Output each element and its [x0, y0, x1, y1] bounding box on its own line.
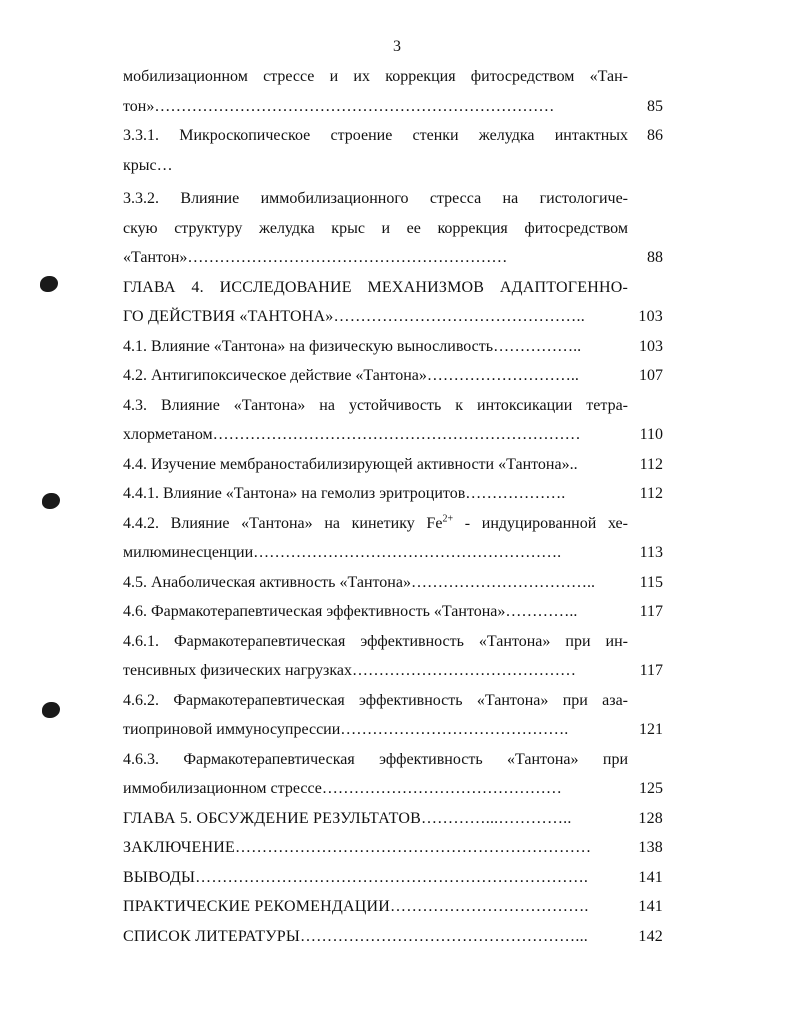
toc-entry-text: милюминесценции…………………………………………………. [123, 544, 562, 561]
toc-entry-text: 4.4.1. Влияние «Тантона» на гемолиз эритроцитов………………. [123, 485, 566, 502]
toc-entry-text: ГЛАВА 4. ИССЛЕДОВАНИЕ МЕХАНИЗМОВ АДАПТОГЕННО- [123, 278, 628, 296]
toc-entry-text: 3.3.2. Влияние иммобилизационного стресса на гистологиче- [123, 190, 628, 207]
toc-entry-text: 4.2. Антигипоксическое действие «Тантона»……………………….. [123, 367, 579, 384]
toc-line [123, 361, 663, 391]
toc-entry-text: 4.3. Влияние «Тантона» на устойчивость к интоксикации тетра- [123, 396, 628, 414]
toc-entry-text: ГО ДЕЙСТВИЯ «ТАНТОНА»……………………………………….. [123, 308, 585, 325]
toc-entry-page: 110 [639, 426, 663, 443]
toc-line [123, 62, 663, 92]
binding-hole-mark [42, 493, 60, 509]
toc-entry-text: ВЫВОДЫ………………………………………………………………. [123, 868, 589, 886]
toc-line [123, 804, 663, 834]
toc-line [123, 833, 663, 863]
toc-entry-page: 128 [638, 809, 663, 827]
toc-entry-page: 103 [639, 337, 663, 355]
toc-entry-text: мобилизационном стрессе и их коррекция фитосредством «Тан- [123, 68, 628, 85]
toc-line [123, 597, 663, 627]
toc-entry-text: 4.6.1. Фармакотерапевтическая эффективность «Тантона» при ин- [123, 632, 628, 650]
toc-line [123, 627, 663, 657]
toc-entry-text: иммобилизационном стрессе……………………………………… [123, 780, 562, 797]
toc-entry-page: 112 [639, 455, 663, 473]
toc-entry-text-end: - индуцированной хе- [453, 514, 628, 532]
toc-line [123, 450, 663, 480]
toc-line [123, 420, 663, 450]
toc-entry-text-start: 4.4.2. Влияние «Тантона» на кинетику Fe [123, 514, 443, 532]
toc-line [123, 922, 663, 952]
toc-entry-text: 4.6.3. Фармакотерапевтическая эффективность «Тантона» при [123, 750, 628, 768]
toc-line [123, 745, 663, 775]
toc-entry-page: 141 [638, 898, 663, 915]
toc-entry-text: хлорметаном…………………………………………………………… [123, 426, 581, 443]
page-number: 3 [393, 38, 401, 55]
toc-line [123, 892, 663, 922]
toc-line [123, 715, 663, 745]
toc-entry-text: 4.4. Изучение мембраностабилизирующей активности «Тантона».. [123, 455, 578, 473]
toc-entry-text: 4.1. Влияние «Тантона» на физическую выносливость…………….. [123, 337, 582, 355]
toc-line [123, 92, 663, 122]
toc-line [123, 214, 663, 244]
toc-line [123, 656, 663, 686]
toc-entry-text: ГЛАВА 5. ОБСУЖДЕНИЕ РЕЗУЛЬТАТОВ…………...………….. [123, 809, 572, 827]
toc-line [123, 302, 663, 332]
toc-entry-text: СПИСОК ЛИТЕРАТУРЫ……………………………………………... [123, 927, 588, 945]
table-of-contents [123, 62, 663, 951]
toc-entry-page: 121 [639, 721, 663, 738]
toc-entry-text: ЗАКЛЮЧЕНИЕ………………………………………………………… [123, 839, 592, 856]
toc-entry-text: ПРАКТИЧЕСКИЕ РЕКОМЕНДАЦИИ………………………………. [123, 898, 589, 915]
toc-entry-page: 103 [638, 308, 663, 325]
toc-entry-page: 117 [639, 662, 663, 679]
toc-entry-text [123, 509, 628, 539]
toc-entry-text: «Тантон»…………………………………………………… [123, 249, 508, 266]
binding-hole-mark [40, 276, 58, 292]
toc-line [123, 151, 663, 181]
toc-entry-page: 112 [639, 485, 663, 502]
toc-entry-text: тиоприновой иммуносупрессии……………………………………. [123, 721, 569, 738]
toc-line [123, 243, 663, 273]
toc-entry-text: крыс… [123, 156, 173, 174]
toc-entry-text: 4.6. Фармакотерапевтическая эффективность «Тантона»………….. [123, 603, 578, 620]
toc-entry-page: 115 [639, 573, 663, 591]
toc-line [123, 686, 663, 716]
toc-line [123, 568, 663, 598]
toc-entry-page: 113 [639, 544, 663, 561]
toc-line [123, 774, 663, 804]
toc-line [123, 391, 663, 421]
toc-entry-page: 142 [638, 927, 663, 945]
superscript: 2+ [442, 513, 454, 525]
toc-entry-page: 86 [647, 127, 663, 144]
toc-line [123, 538, 663, 568]
toc-line [123, 184, 663, 214]
toc-entry-page: 85 [647, 97, 663, 115]
toc-line [123, 509, 663, 539]
toc-entry-page: 117 [639, 603, 663, 620]
toc-entry-page: 138 [638, 839, 663, 856]
toc-line [123, 273, 663, 303]
binding-hole-mark [42, 702, 60, 718]
toc-entry-text: 3.3.1. Микроскопическое строение стенки желудка интактных [123, 127, 628, 144]
toc-entry-text: 4.6.2. Фармакотерапевтическая эффективность «Тантона» при аза- [123, 691, 628, 709]
toc-entry-page: 88 [647, 249, 663, 266]
toc-entry-text: тон»………………………………………………………………… [123, 97, 555, 115]
toc-line [123, 479, 663, 509]
toc-entry-text: 4.5. Анаболическая активность «Тантона»…………………………….. [123, 573, 595, 591]
toc-entry-text: тенсивных физических нагрузках…………………………………… [123, 662, 576, 679]
toc-entry-text: скую структуру желудка крыс и ее коррекция фитосредством [123, 219, 628, 237]
toc-line [123, 121, 663, 151]
toc-entry-page: 107 [639, 367, 663, 384]
toc-entry-page: 125 [639, 780, 663, 797]
toc-line [123, 332, 663, 362]
toc-line [123, 863, 663, 893]
toc-entry-page: 141 [638, 868, 663, 886]
